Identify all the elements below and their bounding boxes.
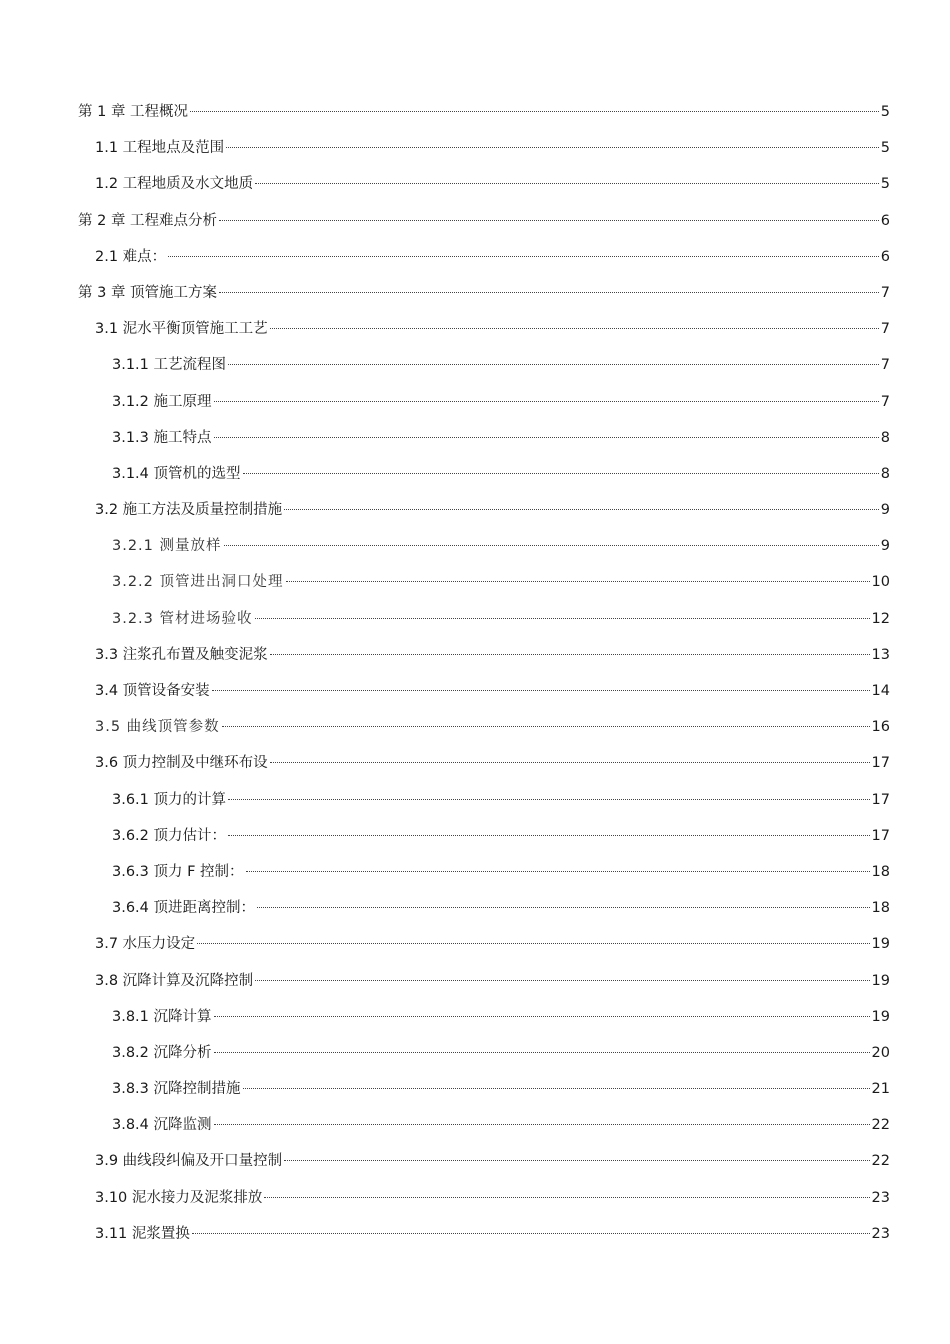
toc-entry-page-number[interactable]: 9: [880, 502, 890, 519]
toc-entry-page-number[interactable]: 5: [880, 140, 890, 157]
toc-entry-page-number[interactable]: 17: [871, 827, 890, 844]
toc-entry[interactable]: [78, 239, 890, 275]
toc-entry-page-number[interactable]: 5: [880, 176, 890, 193]
toc-dot-leader: [228, 364, 879, 365]
toc-dot-leader: [222, 726, 870, 727]
toc-entry[interactable]: [78, 890, 890, 926]
toc-entry-page-number[interactable]: 23: [871, 1189, 890, 1206]
toc-entry-title[interactable]: 3.1 泥水平衡顶管施工工艺: [95, 321, 268, 338]
toc-entry-page-number[interactable]: 12: [871, 610, 890, 627]
toc-entry-page-number[interactable]: 18: [871, 900, 890, 917]
toc-entry-page-number[interactable]: 7: [880, 393, 890, 410]
toc-entry-title[interactable]: 3.1.2 施工原理: [112, 393, 212, 410]
toc-entry-title[interactable]: 3.8 沉降计算及沉降控制: [95, 972, 254, 989]
toc-entry-title[interactable]: 3.2.2 顶管进出洞口处理: [112, 574, 284, 591]
toc-dot-leader: [255, 183, 879, 184]
toc-entry[interactable]: [78, 709, 890, 745]
toc-entry-title[interactable]: 3.2 施工方法及质量控制措施: [95, 502, 283, 519]
toc-dot-leader: [286, 581, 870, 582]
toc-entry-page-number[interactable]: 10: [871, 574, 890, 591]
toc-dot-leader: [212, 690, 870, 691]
toc-entry-page-number[interactable]: 5: [880, 104, 890, 120]
toc-entry[interactable]: [78, 818, 890, 854]
toc-entry-title[interactable]: 3.8.1 沉降计算: [112, 1008, 212, 1025]
toc-dot-leader: [255, 980, 869, 981]
toc-entry-title[interactable]: 第 3 章 顶管施工方案: [78, 284, 218, 301]
toc-dot-leader: [214, 437, 879, 438]
toc-dot-leader: [197, 943, 869, 944]
table-of-contents: [78, 94, 890, 1252]
toc-entry-page-number[interactable]: 22: [871, 1117, 890, 1134]
toc-entry-page-number[interactable]: 8: [880, 429, 890, 446]
toc-entry-title[interactable]: 3.1.4 顶管机的选型: [112, 465, 241, 482]
toc-entry-title[interactable]: 3.11 泥浆置换: [95, 1225, 190, 1242]
toc-entry[interactable]: [78, 745, 890, 781]
toc-entry-page-number[interactable]: 16: [871, 719, 890, 736]
toc-entry-page-number[interactable]: 6: [880, 248, 890, 265]
toc-dot-leader: [257, 907, 870, 908]
toc-dot-leader: [214, 1124, 870, 1125]
toc-entry-title[interactable]: 3.6 顶力控制及中继环布设: [95, 755, 268, 772]
toc-entry[interactable]: [78, 1071, 890, 1107]
toc-entry[interactable]: [78, 420, 890, 456]
toc-entry-title[interactable]: 3.2.1 测量放样: [112, 538, 222, 555]
toc-entry-title[interactable]: 3.10 泥水接力及泥浆排放: [95, 1189, 263, 1206]
toc-entry-page-number[interactable]: 13: [871, 646, 890, 663]
toc-entry-title[interactable]: 3.1.1 工艺流程图: [112, 357, 227, 374]
toc-entry-page-number[interactable]: 22: [871, 1153, 890, 1170]
toc-entry-page-number[interactable]: 17: [871, 755, 890, 772]
toc-entry-title[interactable]: 1.1 工程地点及范围: [95, 140, 225, 157]
toc-entry-page-number[interactable]: 20: [871, 1044, 890, 1061]
toc-dot-leader: [284, 509, 879, 510]
toc-entry-title[interactable]: 3.8.4 沉降监测: [112, 1117, 212, 1134]
toc-entry[interactable]: [78, 130, 890, 166]
toc-entry-title[interactable]: 3.8.2 沉降分析: [112, 1044, 212, 1061]
toc-entry-title[interactable]: 2.1 难点：: [95, 248, 167, 265]
toc-entry-title[interactable]: 3.8.3 沉降控制措施: [112, 1081, 241, 1098]
toc-entry-page-number[interactable]: 21: [871, 1081, 890, 1098]
toc-entry[interactable]: [78, 94, 890, 130]
toc-dot-leader: [246, 871, 870, 872]
toc-dot-leader: [243, 473, 879, 474]
toc-entry[interactable]: [78, 1143, 890, 1179]
toc-dot-leader: [284, 1160, 869, 1161]
toc-entry-title[interactable]: 3.9 曲线段纠偏及开口量控制: [95, 1153, 283, 1170]
toc-entry[interactable]: [78, 601, 890, 637]
toc-dot-leader: [168, 256, 879, 257]
toc-dot-leader: [214, 401, 879, 402]
toc-entry-title[interactable]: 3.6.4 顶进距离控制：: [112, 900, 256, 917]
toc-entry-title[interactable]: 3.6.1 顶力的计算: [112, 791, 227, 808]
toc-entry[interactable]: [78, 275, 890, 311]
toc-entry-page-number[interactable]: 7: [880, 357, 890, 374]
toc-dot-leader: [243, 1088, 870, 1089]
toc-entry-page-number[interactable]: 23: [871, 1225, 890, 1242]
toc-entry[interactable]: [78, 1216, 890, 1252]
toc-entry[interactable]: [78, 854, 890, 890]
toc-entry[interactable]: [78, 311, 890, 347]
toc-entry[interactable]: [78, 637, 890, 673]
toc-entry[interactable]: [78, 1107, 890, 1143]
toc-dot-leader: [219, 292, 879, 293]
toc-entry-title[interactable]: 3.3 注浆孔布置及触变泥浆: [95, 646, 268, 663]
toc-entry-page-number[interactable]: 18: [871, 863, 890, 880]
toc-dot-leader: [226, 147, 879, 148]
toc-entry[interactable]: [78, 492, 890, 528]
toc-dot-leader: [190, 111, 879, 112]
toc-dot-leader: [219, 220, 879, 221]
toc-entry-page-number[interactable]: 19: [871, 972, 890, 989]
toc-entry-title[interactable]: 3.4 顶管设备安装: [95, 683, 210, 699]
toc-entry-page-number[interactable]: 6: [880, 212, 890, 229]
toc-dot-leader: [224, 545, 879, 546]
toc-dot-leader: [270, 762, 870, 763]
toc-entry-page-number[interactable]: 19: [871, 1008, 890, 1025]
toc-entry-title[interactable]: 3.6.2 顶力估计：: [112, 827, 227, 844]
toc-entry[interactable]: [78, 673, 890, 709]
toc-entry-title[interactable]: 3.1.3 施工特点: [112, 429, 212, 446]
toc-entry-page-number[interactable]: 14: [871, 683, 890, 699]
toc-dot-leader: [255, 618, 870, 619]
toc-dot-leader: [270, 328, 879, 329]
toc-entry-page-number[interactable]: 17: [871, 791, 890, 808]
toc-dot-leader: [214, 1016, 870, 1017]
toc-entry[interactable]: [78, 1035, 890, 1071]
toc-entry-page-number[interactable]: 7: [880, 284, 890, 301]
toc-entry[interactable]: [78, 456, 890, 492]
toc-dot-leader: [270, 654, 870, 655]
toc-entry[interactable]: [78, 963, 890, 999]
toc-entry-title[interactable]: 3.5 曲线顶管参数: [95, 719, 220, 736]
toc-entry[interactable]: [78, 528, 890, 564]
toc-entry[interactable]: [78, 1180, 890, 1216]
toc-dot-leader: [214, 1052, 870, 1053]
toc-entry[interactable]: [78, 782, 890, 818]
toc-dot-leader: [192, 1233, 870, 1234]
toc-entry-title[interactable]: 3.2.3 管材进场验收: [112, 610, 253, 627]
toc-entry-page-number[interactable]: 19: [871, 936, 890, 953]
toc-entry-title[interactable]: 第 2 章 工程难点分析: [78, 212, 218, 229]
toc-dot-leader: [264, 1197, 869, 1198]
toc-dot-leader: [228, 835, 870, 836]
toc-dot-leader: [228, 799, 870, 800]
toc-entry[interactable]: [78, 203, 890, 239]
toc-entry[interactable]: [78, 384, 890, 420]
toc-entry-title[interactable]: 第 1 章 工程概况: [78, 104, 189, 120]
toc-entry[interactable]: [78, 166, 890, 202]
toc-entry-title[interactable]: 3.6.3 顶力 F 控制：: [112, 863, 244, 880]
toc-entry-page-number[interactable]: 8: [880, 465, 890, 482]
toc-entry-title[interactable]: 1.2 工程地质及水文地质: [95, 176, 254, 193]
toc-entry[interactable]: [78, 347, 890, 383]
toc-entry[interactable]: [78, 926, 890, 962]
toc-entry-page-number[interactable]: 7: [880, 321, 890, 338]
toc-entry-title[interactable]: 3.7 水压力设定: [95, 936, 196, 953]
toc-entry-page-number[interactable]: 9: [880, 538, 890, 555]
toc-entry[interactable]: [78, 999, 890, 1035]
toc-entry[interactable]: [78, 564, 890, 600]
